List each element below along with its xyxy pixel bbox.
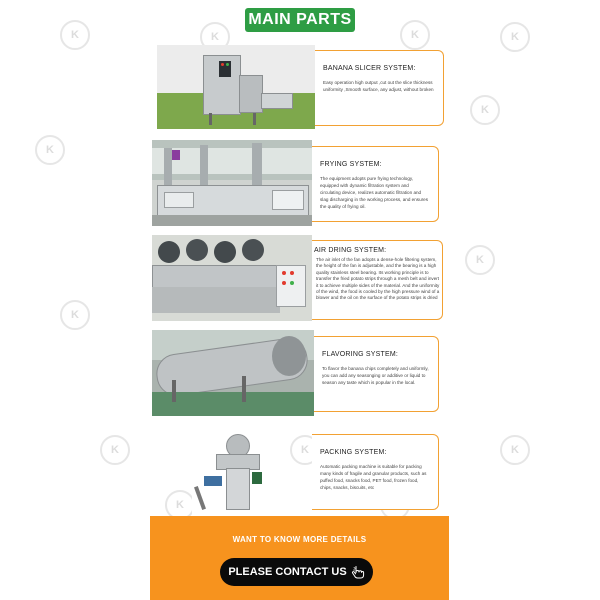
section-description: Automatic packing machine is suitable for packing many kinds of fragile and granular products, such as puffed food, snacks food, PET food, frozen food, chips, snacks, biscuits, etc: [320, 464, 427, 490]
hand-pointer-icon: [351, 565, 365, 579]
section-description: To flavor the banana chips completely and uniformly, you can add any seasonging or additive or liquid to season any taste which is popular in the local.: [322, 366, 429, 385]
watermark-logo-icon: K: [100, 435, 130, 465]
watermark-logo-icon: K: [60, 300, 90, 330]
section-title: FLAVORING SYSTEM:: [322, 351, 399, 358]
section-title: FRYING SYSTEM:: [320, 161, 382, 168]
watermark-logo-icon: K: [400, 20, 430, 50]
watermark-logo-icon: K: [470, 95, 500, 125]
contact-us-label: PLEASE CONTACT US: [228, 566, 347, 578]
contact-us-button[interactable]: [220, 558, 373, 586]
section-description: The air inlet of the fan adopts a dense-hole filtering system, the height of the fan is adjustable, and the bearing is a high quality stainless steel bearing. Its working principle is to transfer the fried potato strips through a mesh belt and invert it to achieve multiple sides of the material. And the uniformity of the wind, the food is cooled by the high pressure wind of a blower and the oil on the surface of the potato strips is dried: [316, 257, 440, 301]
packing-system-photo: [192, 428, 272, 514]
section-title: PACKING SYSTEM:: [320, 449, 387, 456]
flavoring-system-card: [314, 336, 439, 412]
cta-heading: WANT TO KNOW MORE DETAILS: [232, 535, 367, 544]
watermark-logo-icon: K: [500, 22, 530, 52]
banana-slicer-card: [315, 50, 444, 126]
watermark-logo-icon: K: [290, 435, 320, 465]
watermark-logo-icon: K: [165, 490, 195, 520]
watermark-logo-icon: K: [500, 435, 530, 465]
watermark-logo-icon: K: [35, 135, 65, 165]
section-title: BANANA SLICER SYSTEM:: [323, 65, 416, 72]
watermark-logo-icon: K: [60, 20, 90, 50]
banana-slicer-photo: [157, 45, 315, 129]
frying-system-card: [312, 146, 439, 222]
watermark-logo-icon: K: [200, 22, 230, 52]
air-drying-card: [312, 240, 443, 320]
watermark-logo-icon: K: [465, 245, 495, 275]
air-drying-photo: [152, 235, 312, 321]
packing-system-card: [312, 434, 439, 510]
page-title: MAIN PARTS: [245, 8, 355, 32]
frying-system-photo: [152, 140, 312, 226]
section-description: The equipment adopts pure frying technology, equipped with dynamic filtration system and circulating device, realizes automatic filtration and slag discharging in the working process, and ensures the quality of frying oil.: [320, 176, 429, 209]
flavoring-system-photo: [152, 330, 314, 416]
section-description: Easy operation high output ,cut out the slice thickness uniformity ,Smooth surface, any adjust, without broken: [323, 80, 434, 92]
section-title: AIR DRING SYSTEM:: [314, 247, 387, 254]
